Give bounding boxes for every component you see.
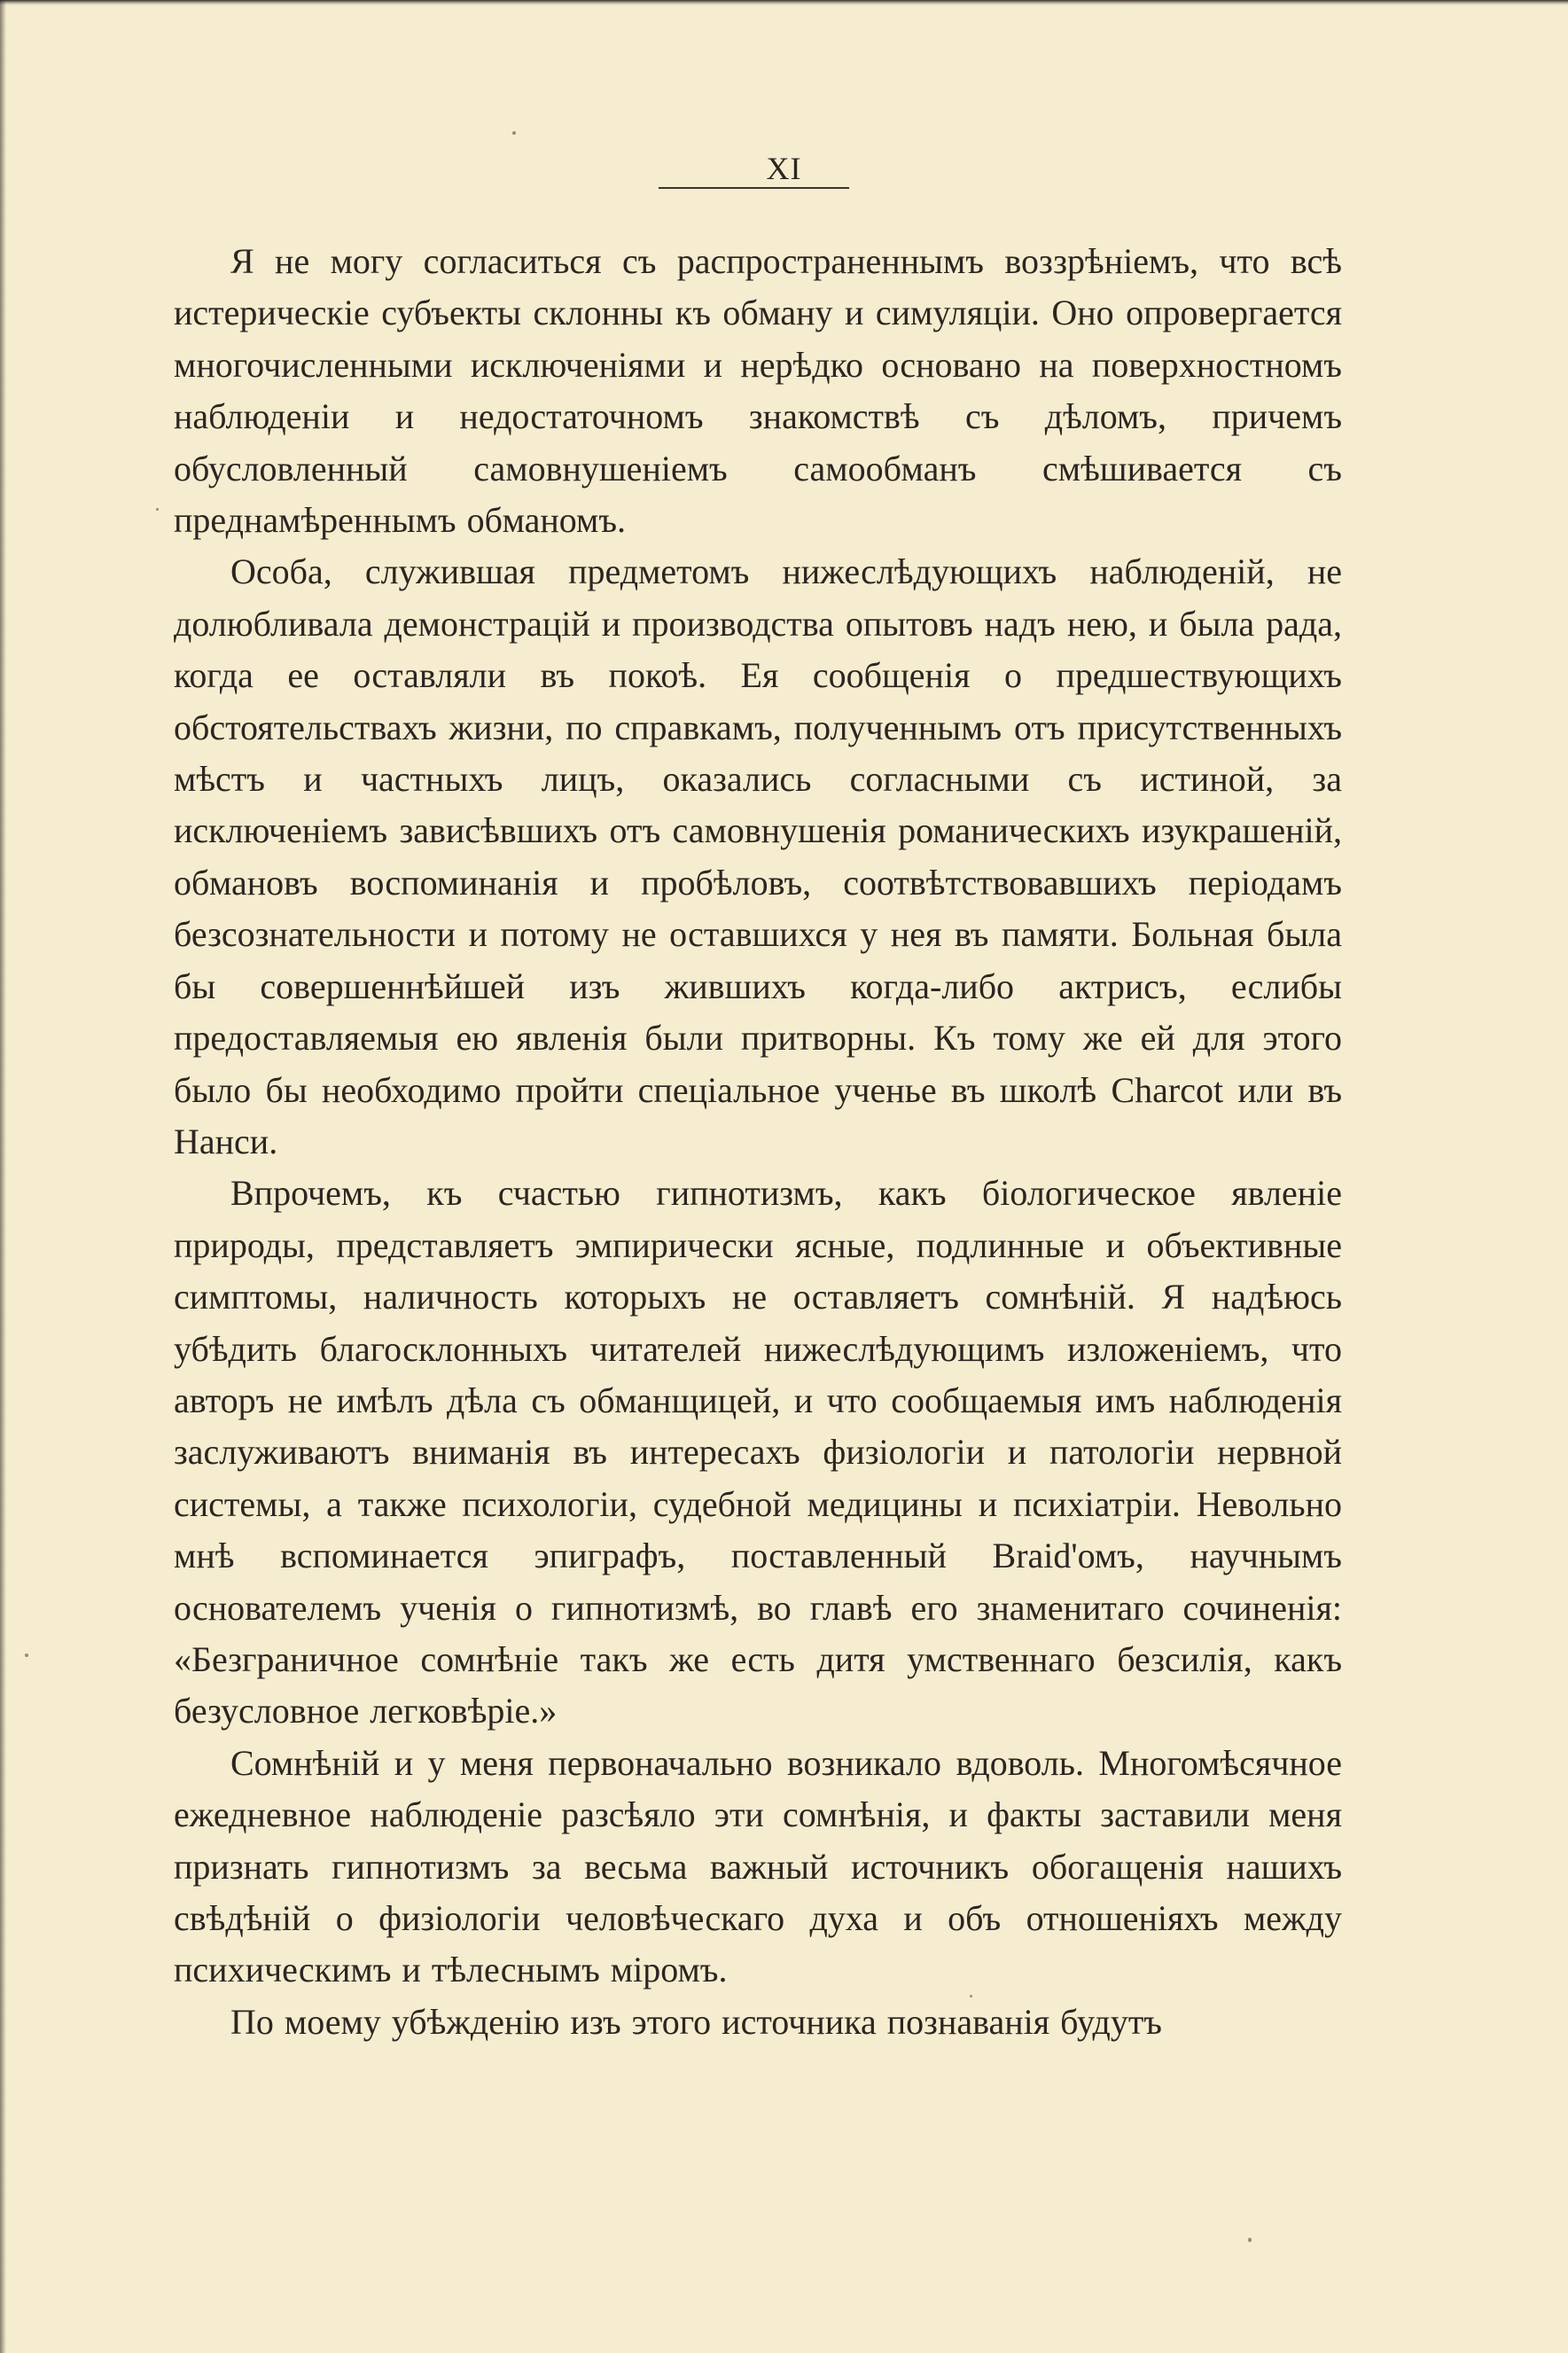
paragraph-5: По моему убѣжденію изъ этого источника познаванія будутъ — [230, 2001, 1162, 2042]
paper-speck — [970, 1995, 972, 1997]
header-rule — [659, 187, 849, 189]
page-header — [0, 151, 1568, 186]
paragraph-1: Я не могу согласиться съ распространеннымъ воззрѣніемъ, что всѣ истерическіе субъекты склонны къ обману и симуляціи. Оно опровергается многочисленными исключеніями и нерѣдко основано на поверхностномъ наблюденіи и недостаточномъ знакомствѣ съ дѣломъ, причемъ обусловленный самовнушеніемъ самообманъ смѣшивается съ преднамѣреннымъ обманомъ. — [174, 241, 1342, 541]
scan-edge-top — [0, 0, 1568, 5]
paper-speck — [25, 1653, 28, 1657]
paper-speck — [1248, 2238, 1252, 2242]
paragraph-2: Особа, служившая предметомъ нижеслѣдующихъ наблюденій, не долюбливала демонстрацій и производства опытовъ надъ нею, и была рада, когда ее оставляли въ покоѣ. Ея сообщенія о предшествующихъ обстоятельствахъ жизни, по справкамъ, полученнымъ отъ присутственныхъ мѣстъ и частныхъ лицъ, оказались согласными съ истиной, за исключеніемъ зависѣвшихъ отъ самовнушенія романическихъ изукрашеній, обмановъ воспоминанія и пробѣловъ, соотвѣтствовавшихъ періодамъ безсознательности и потому не оставшихся у нея въ памяти. Больная была бы совершеннѣйшей изъ жившихъ когда-либо актрисъ, еслибы предоставляемыя ею явленія были притворны. Къ тому же ей для этого было бы необходимо пройти спеціальное ученье въ школѣ Charcot или въ Нанси. — [174, 551, 1342, 1161]
paper-speck — [512, 131, 516, 135]
scan-edge-left — [0, 0, 6, 2353]
paragraph-3: Впрочемъ, къ счастью гипнотизмъ, какъ біологическое явленіе природы, представляетъ эмпирически ясные, подлинные и объективные симптомы, наличность которыхъ не оставляетъ сомнѣній. Я надѣюсь убѣдить благосклонныхъ читателей нижеслѣдующимъ изложеніемъ, что авторъ не имѣлъ дѣла съ обманщицей, и что сообщаемыя имъ наблюденія заслуживаютъ вниманія въ интересахъ физіологіи и патологіи нервной системы, а также психологіи, судебной медицины и психіатріи. Невольно мнѣ вспоминается эпиграфъ, поставленный Braid'омъ, научнымъ основателемъ ученія о гипнотизмѣ, во главѣ его знаменитаго сочиненія: «Безграничное сомнѣніе такъ же есть дитя умственнаго безсилія, какъ безусловное легковѣріе.» — [174, 1173, 1342, 1732]
body-text — [174, 236, 1342, 2048]
paper-speck — [156, 508, 159, 511]
paragraph-4: Сомнѣній и у меня первоначально возникало вдоволь. Многомѣсячное ежедневное наблюденіе разсѣяло эти сомнѣнія, и факты заставили меня признать гипнотизмъ за весьма важный источникъ обогащенія нашихъ свѣдѣній о физіологіи человѣческаго духа и объ отношеніяхъ между психическимъ и тѣлеснымъ міромъ. — [174, 1742, 1342, 1990]
page-number: XI — [766, 151, 802, 186]
